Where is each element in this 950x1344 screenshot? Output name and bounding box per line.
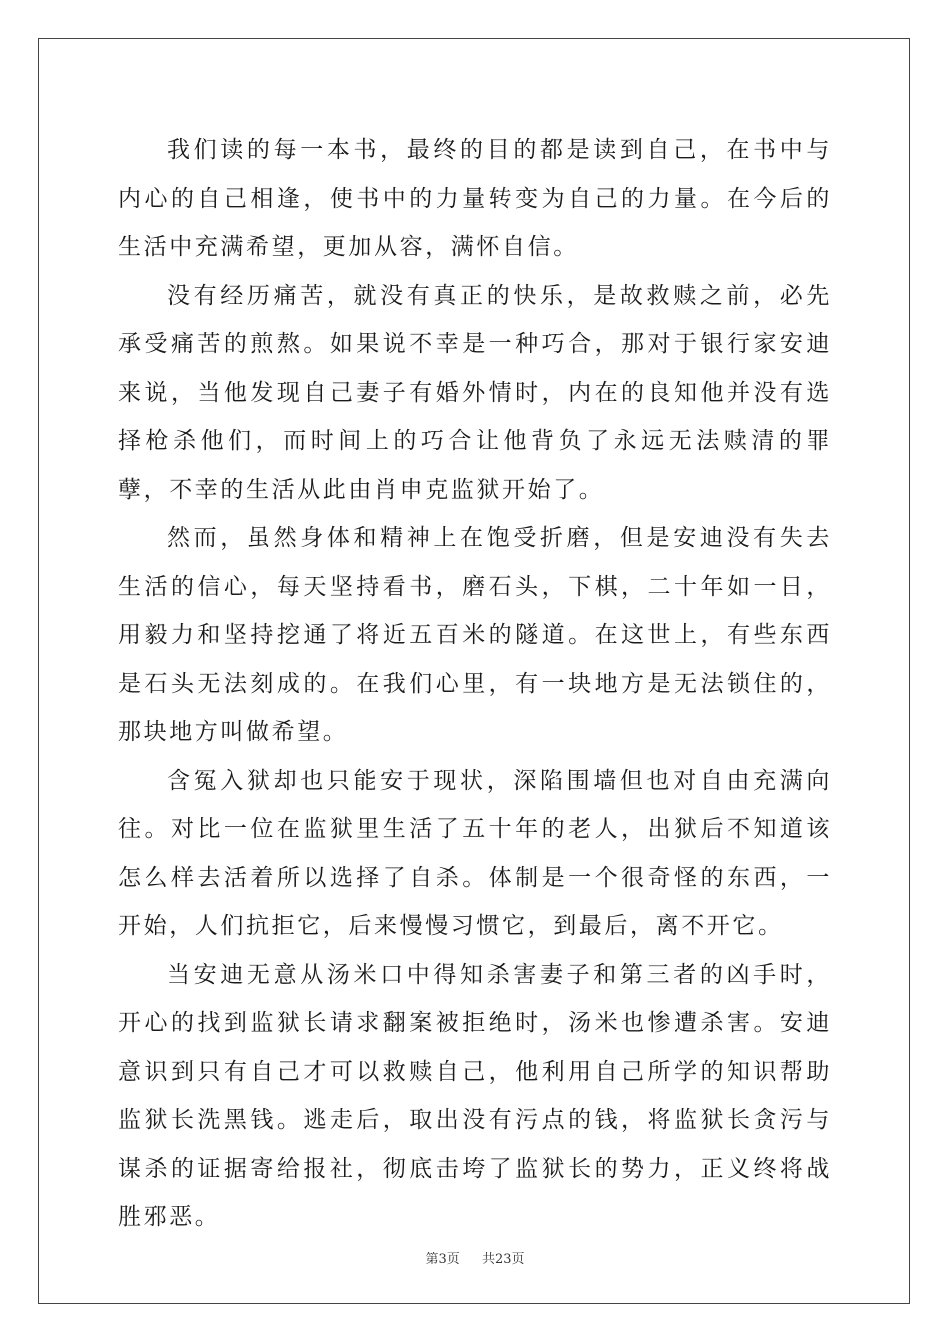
document-body <box>118 126 832 1242</box>
page-footer <box>0 1248 950 1267</box>
page-number: 第3页 <box>425 1252 460 1267</box>
page-total: 共23页 <box>482 1252 525 1267</box>
paragraph: 然而，虽然身体和精神上在饱受折磨，但是安迪没有失去生活的信心，每天坚持看书，磨石头，下棋，二十年如一日，用毅力和坚持挖通了将近五百米的隧道。在这世上，有些东西是石头无法刻成的。在我们心里，有一块地方是无法锁住的，那块地方叫做希望。 <box>118 525 832 745</box>
paragraph: 没有经历痛苦，就没有真正的快乐，是故救赎之前，必先承受痛苦的煎熬。如果说不幸是一种巧合，那对于银行家安迪来说，当他发现自己妻子有婚外情时，内在的良知他并没有选择枪杀他们，而时间上的巧合让他背负了永远无法赎清的罪孽，不幸的生活从此由肖申克监狱开始了。 <box>118 282 832 503</box>
paragraph: 我们读的每一本书，最终的目的都是读到自己，在书中与内心的自己相逢，使书中的力量转变为自己的力量。在今后的生活中充满希望，更加从容，满怀自信。 <box>118 137 832 260</box>
paragraph: 当安迪无意从汤米口中得知杀害妻子和第三者的凶手时，开心的找到监狱长请求翻案被拒绝时，汤米也惨遭杀害。安迪意识到只有自己才可以救赎自己，他利用自己所学的知识帮助监狱长洗黑钱。逃走后，取出没有污点的钱，将监狱长贪污与谋杀的证据寄给报社，彻底击垮了监狱长的势力，正义终将战胜邪恶。 <box>118 961 832 1230</box>
paragraph: 含冤入狱却也只能安于现状，深陷围墙但也对自由充满向往。对比一位在监狱里生活了五十年的老人，出狱后不知道该怎么样去活着所以选择了自杀。体制是一个很奇怪的东西，一开始，人们抗拒它，后来慢慢习惯它，到最后，离不开它。 <box>118 767 832 939</box>
